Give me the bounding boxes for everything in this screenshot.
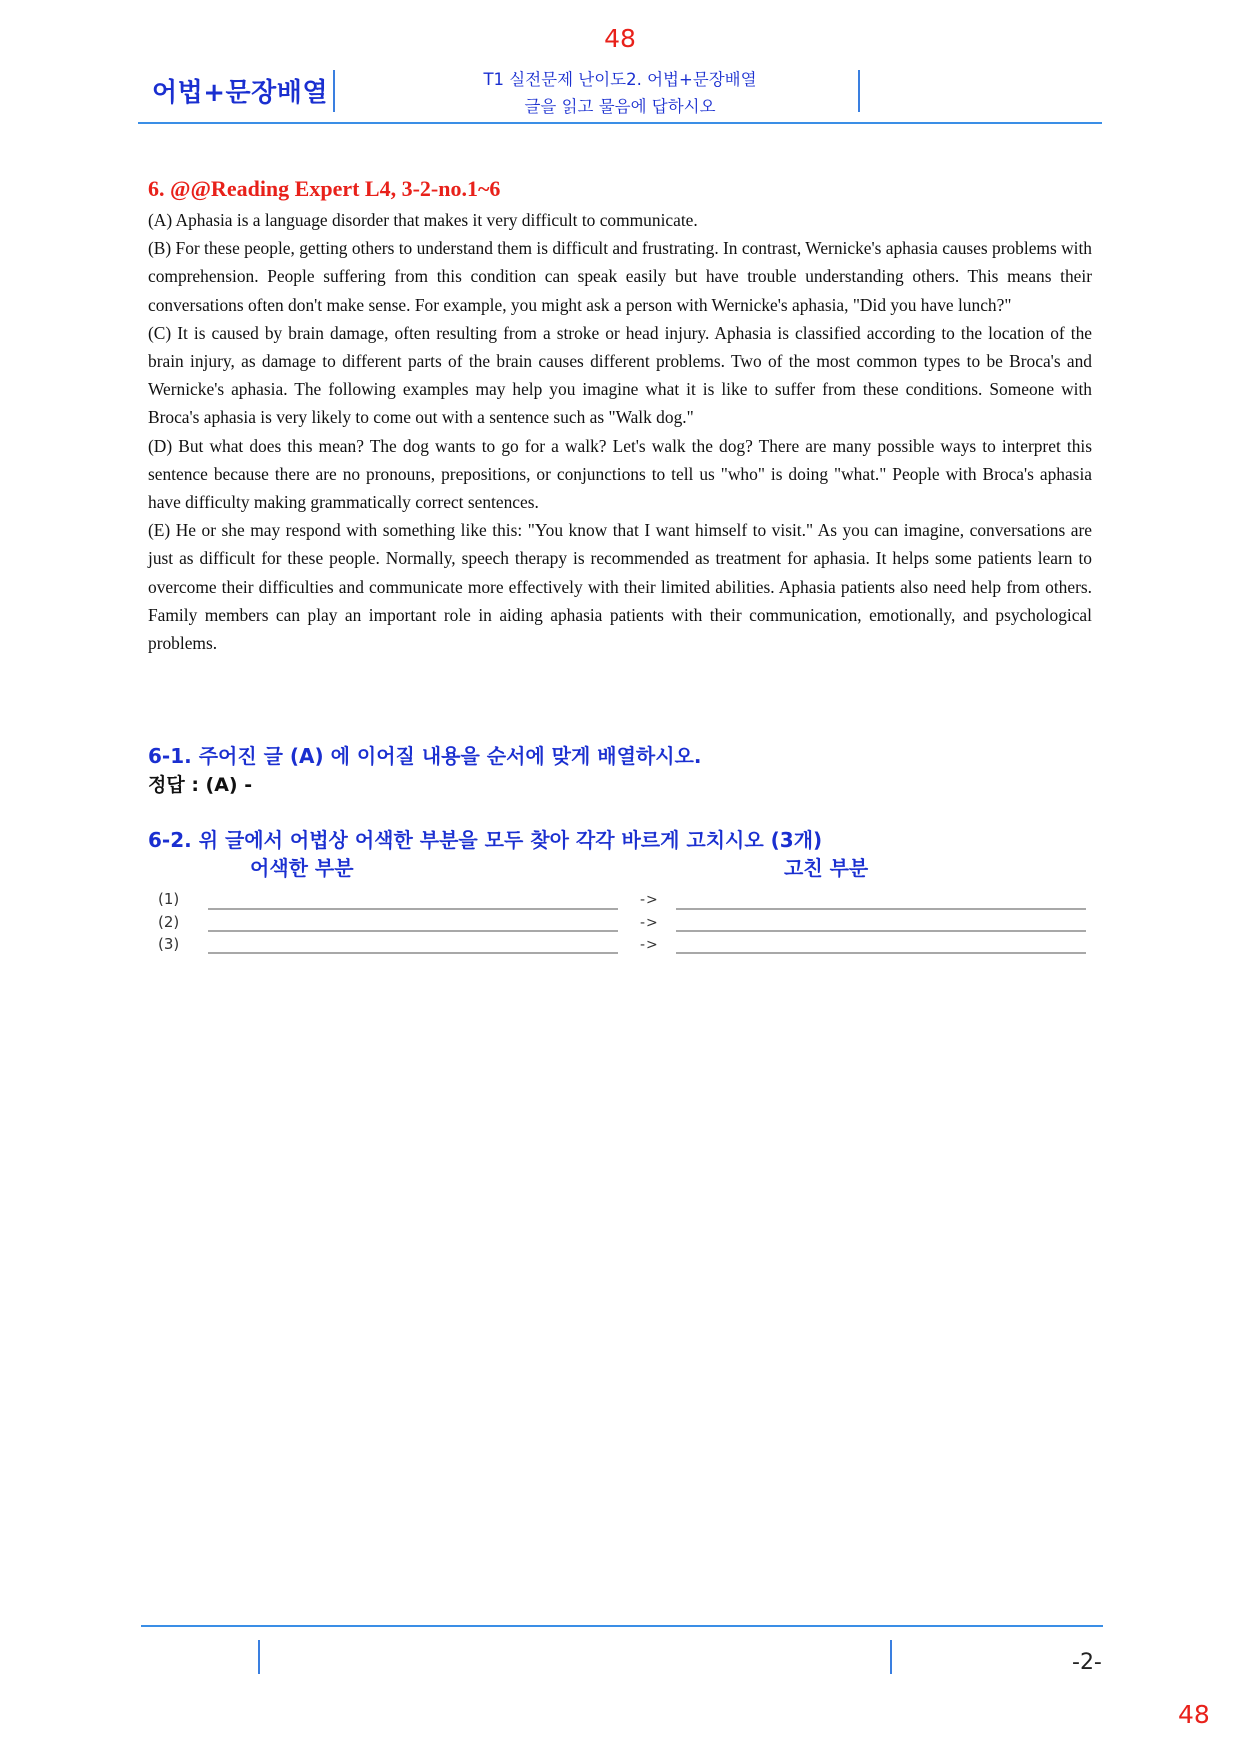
answer-row-3-corrected-blank[interactable] xyxy=(676,952,1086,954)
header-category: 어법+문장배열 xyxy=(152,78,328,108)
question-6-2-title: 6-2. 위 글에서 어법상 어색한 부분을 모두 찾아 각각 바르게 고치시오 (3개) xyxy=(148,828,823,852)
bottom-page-number: 48 xyxy=(1178,1700,1210,1729)
question-6-1-title: 6-1. 주어진 글 (A) 에 이어질 내용을 순서에 맞게 배열하시오. xyxy=(148,744,702,768)
footer-divider-left xyxy=(258,1640,260,1674)
header-subtitle-line-1: T1 실전문제 난이도2. 어법+문장배열 xyxy=(483,70,757,89)
paragraph-e: (E) He or she may respond with something like this: "You know that I want himself to visit." As you can imagine, conversations are just as difficult for these people. Normally, speech therapy is recommended as treatment for aphasia. It helps some patients learn to overcome their difficulties and communicate more effectively with their limited abilities. Aphasia patients also need help from others. Family members can play an important role in aiding aphasia patients with their communication, emotionally, and psychological problems. xyxy=(148,520,1092,654)
paragraph-d: (D) But what does this mean? The dog wants to go for a walk? Let's walk the dog? There are many possible ways to interpret this sentence because there are no pronouns, prepositions, or conjunctions to tell us "who" is doing "what." People with Broca's aphasia have difficulty making grammatically correct sentences. xyxy=(148,435,1092,513)
answer-row-1-arrow: -> xyxy=(640,892,659,908)
answer-row-2-arrow: -> xyxy=(640,915,659,931)
paragraph-b: (B) For these people, getting others to understand them is difficult and frustrating. In contrast, Wernicke's aphasia causes problems with comprehension. People suffering from this condition can speak easily but have trouble understanding others. This means their conversations often don't make sense. For example, you might ask a person with Wernicke's aphasia, "Did you have lunch?" xyxy=(148,238,1092,315)
answer-row-3-arrow: -> xyxy=(640,937,659,953)
answer-row-2-number: (2) xyxy=(158,913,180,931)
footer-divider-right xyxy=(890,1640,892,1674)
header-divider-right xyxy=(858,70,860,112)
reading-passage xyxy=(148,206,1092,657)
column-header-corrected-part: 고친 부분 xyxy=(784,856,869,880)
answer-row-2-corrected-blank[interactable] xyxy=(676,930,1086,932)
question-title: 6. @@Reading Expert L4, 3-2-no.1~6 xyxy=(148,176,501,201)
answer-row-3-number: (3) xyxy=(158,935,180,953)
header-rule xyxy=(138,122,1102,124)
paragraph-a: (A) Aphasia is a language disorder that makes it very difficult to communicate. xyxy=(148,210,698,230)
column-header-wrong-part: 어색한 부분 xyxy=(250,856,354,880)
answer-row-2-wrong-blank[interactable] xyxy=(208,930,618,932)
question-6-1-answer: 정답 : (A) - xyxy=(148,774,253,796)
top-page-number: 48 xyxy=(604,24,636,53)
answer-row-1-corrected-blank[interactable] xyxy=(676,908,1086,910)
header-subtitle-line-2: 글을 읽고 물음에 답하시오 xyxy=(524,97,716,116)
paragraph-c: (C) It is caused by brain damage, often resulting from a stroke or head injury. Aphasia is classified according to the location of the brain injury, as damage to different parts of the brain causes different problems. Two of the most common types to be Broca's and Wernicke's aphasia. The following examples may help you imagine what it is like to suffer from these conditions. Someone with Broca's aphasia is very likely to come out with a sentence such as "Walk dog." xyxy=(148,322,1092,428)
answer-row-1-number: (1) xyxy=(158,890,180,908)
footer-rule xyxy=(141,1625,1103,1627)
answer-row-3-wrong-blank[interactable] xyxy=(208,952,618,954)
answer-row-1-wrong-blank[interactable] xyxy=(208,908,618,910)
footer-page-number: -2- xyxy=(1072,1650,1102,1675)
header-divider-left xyxy=(333,70,335,112)
